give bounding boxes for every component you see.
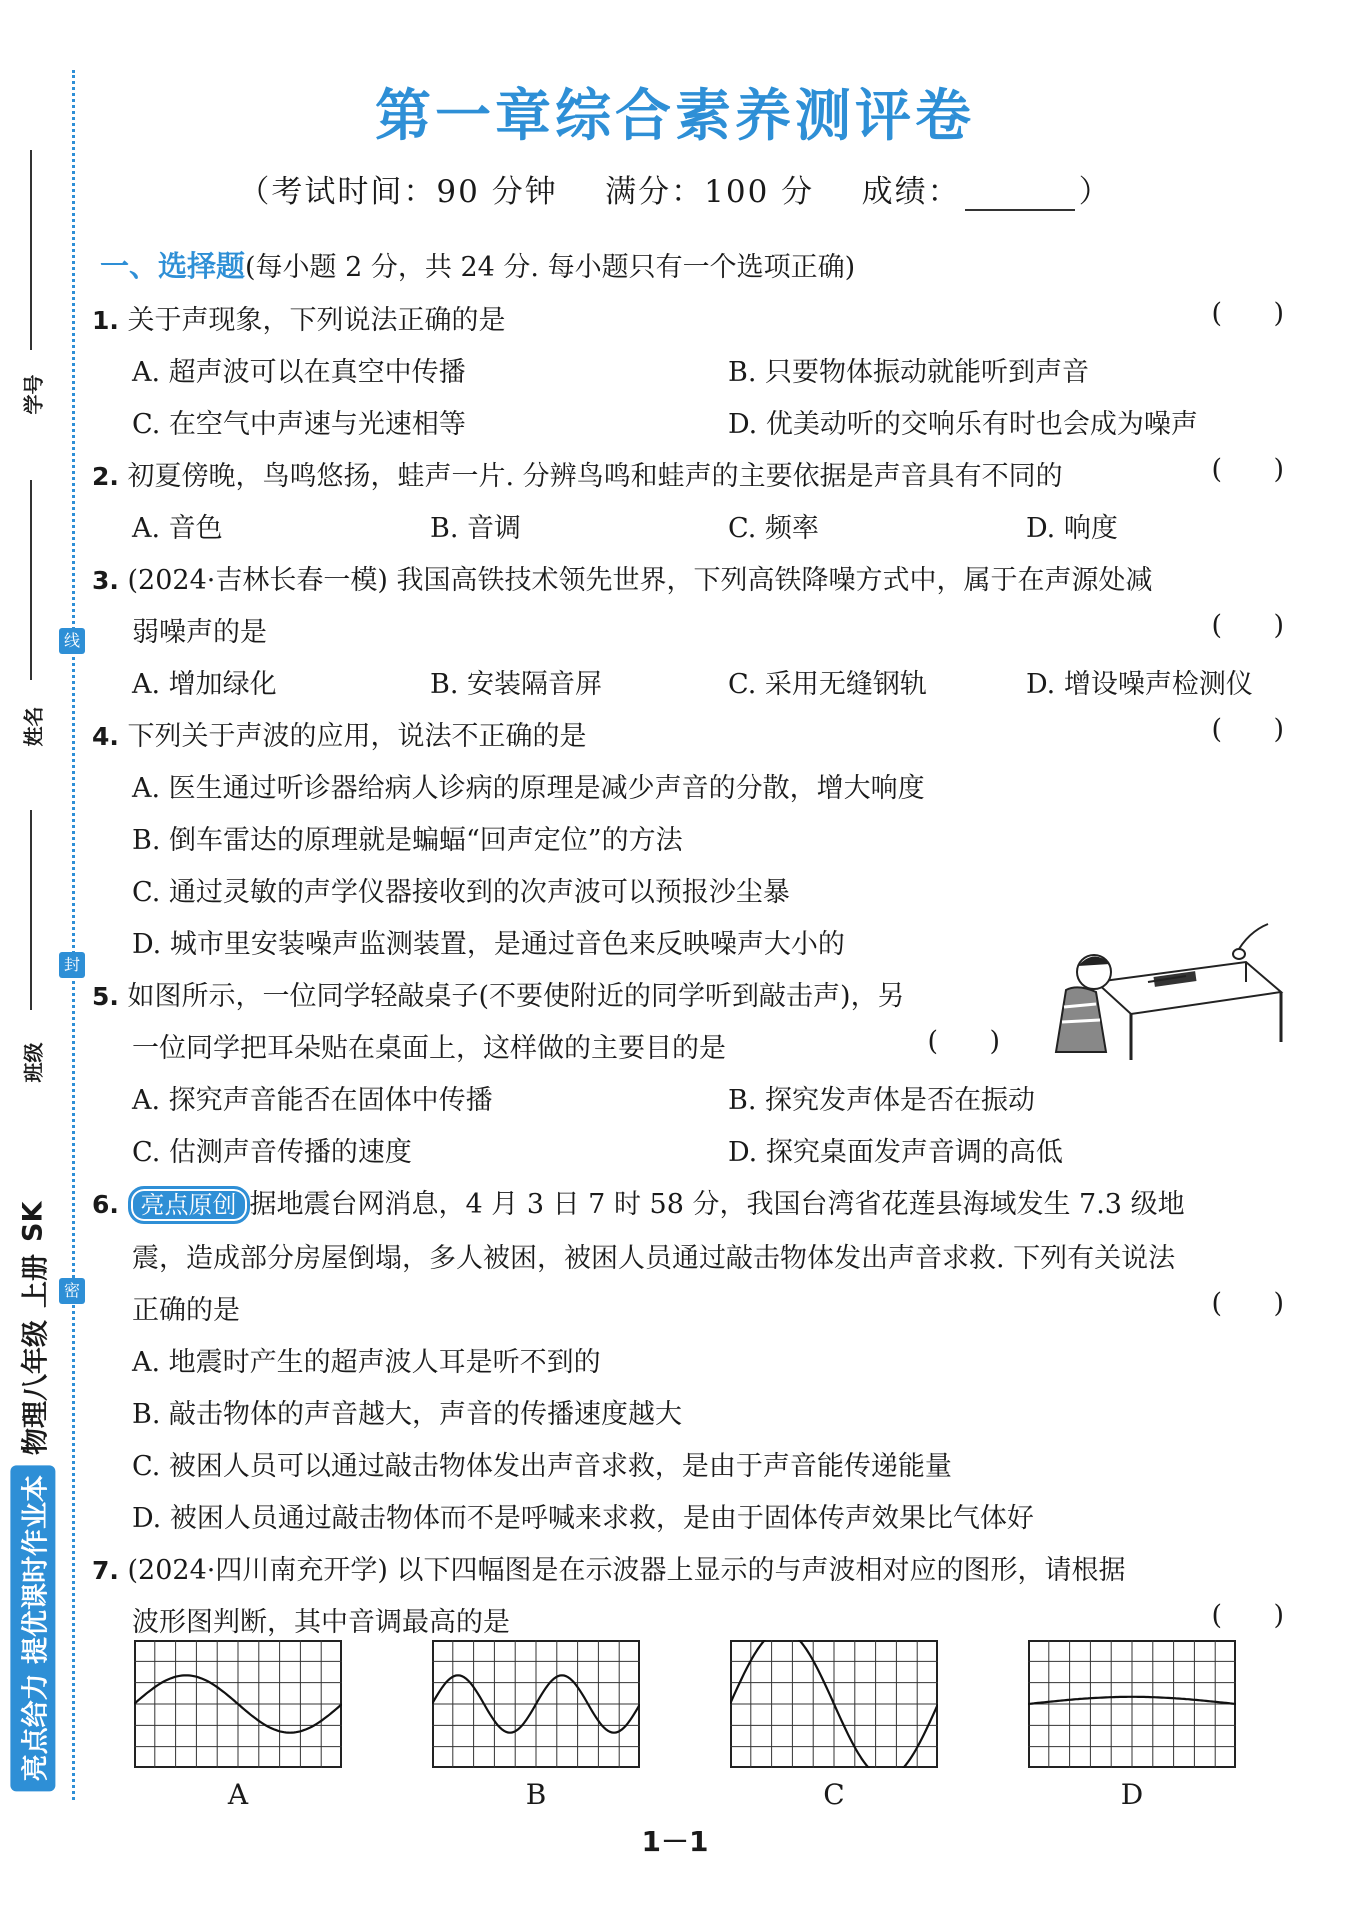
binding-mark-line: 线: [59, 628, 85, 654]
q2-option-d[interactable]: D. 响度: [1026, 513, 1118, 544]
q1-option-d[interactable]: D. 优美动听的交响乐有时也会成为噪声: [728, 409, 1198, 440]
series-brand: [14, 1170, 52, 1810]
question-number: 6.: [92, 1190, 119, 1219]
q5-option-c[interactable]: C. 估测声音传播的速度: [132, 1137, 412, 1168]
brand-highlight: 亮点给力: [20, 1672, 52, 1781]
q4-option-a[interactable]: A. 医生通过听诊器给病人诊病的原理是减少声音的分散，增大响度: [132, 773, 925, 804]
q3-option-c[interactable]: C. 采用无缝钢轨: [728, 669, 927, 700]
section-title: 一、选择题: [100, 249, 246, 283]
question-6-stem: [92, 1182, 1185, 1224]
answer-paren-5[interactable]: ( ): [927, 1026, 1000, 1057]
question-3-stem: [92, 558, 1152, 597]
q6-option-d[interactable]: D. 被困人员通过敲击物体而不是呼喊来求救，是由于固体传声效果比气体好: [132, 1503, 1034, 1534]
question-1-stem: [92, 298, 506, 337]
q4-option-d[interactable]: D. 城市里安装噪声监测装置，是通过音色来反映噪声大小的: [132, 929, 845, 960]
page-title: 第一章综合素养测评卷: [375, 83, 975, 149]
question-number: 7.: [92, 1556, 119, 1585]
question-number: 3.: [92, 566, 119, 595]
q6-option-c[interactable]: C. 被困人员可以通过敲击物体发出声音求救，是由于声音能传递能量: [132, 1451, 952, 1482]
q2-option-c[interactable]: C. 频率: [728, 513, 819, 544]
answer-paren-7[interactable]: ( ): [1211, 1600, 1284, 1631]
brand-series: 提优课时作业本: [20, 1474, 52, 1664]
waveform-label-a: A: [227, 1778, 249, 1811]
binding-mark-close: 密: [59, 1278, 85, 1304]
brand-edition: SK: [17, 1201, 49, 1242]
section-note: (每小题 2 分，共 24 分. 每小题只有一个选项正确): [245, 252, 856, 283]
q3-option-a[interactable]: A. 增加绿化: [132, 669, 277, 700]
question-7-stem: [92, 1548, 1125, 1587]
section-header: [100, 244, 855, 285]
waveform-label-b: B: [525, 1778, 547, 1811]
answer-paren-4[interactable]: ( ): [1211, 714, 1284, 745]
waveform-c[interactable]: [730, 1640, 938, 1768]
answer-paren-3[interactable]: ( ): [1211, 610, 1284, 641]
student-number-label: 学号: [21, 374, 46, 415]
waveform-d[interactable]: [1028, 1640, 1236, 1768]
question-number: 5.: [92, 982, 119, 1011]
student-class-line: [30, 810, 32, 1010]
student-name-line: [30, 480, 32, 680]
q4-option-b[interactable]: B. 倒车雷达的原理就是蝙蝠“回声定位”的方法: [132, 825, 683, 856]
exam-time: （考试时间：90 分钟: [238, 174, 558, 210]
exam-info-close: ）: [1078, 174, 1112, 210]
q5-option-a[interactable]: A. 探究声音能否在固体中传播: [132, 1085, 493, 1116]
question-6-stem-cont: 震，造成部分房屋倒塌，多人被困，被困人员通过敲击物体发出声音求救. 下列有关说法: [132, 1243, 1176, 1274]
question-6-stem-cont2: 正确的是: [132, 1295, 240, 1326]
question-text: 如图所示，一位同学轻敲桌子(不要使附近的同学听到敲击声)，另: [127, 981, 905, 1012]
question-number: 2.: [92, 462, 119, 491]
question-7-stem-cont: 波形图判断，其中音调最高的是: [132, 1607, 510, 1638]
q5-option-d[interactable]: D. 探究桌面发声音调的高低: [728, 1137, 1063, 1168]
question-number: 1.: [92, 306, 119, 335]
q3-option-d[interactable]: D. 增设噪声检测仪: [1026, 669, 1253, 700]
question-3-stem-cont: 弱噪声的是: [132, 617, 267, 648]
q1-option-b[interactable]: B. 只要物体振动就能听到声音: [728, 357, 1090, 388]
score-blank[interactable]: [965, 181, 1075, 211]
question-5-stem-cont: 一位同学把耳朵贴在桌面上，这样做的主要目的是: [132, 1033, 726, 1064]
q3-option-b[interactable]: B. 安装隔音屏: [430, 669, 603, 700]
answer-paren-2[interactable]: ( ): [1211, 454, 1284, 485]
brand-volume: 上册: [20, 1253, 52, 1308]
waveform-label-d: D: [1120, 1778, 1144, 1811]
question-number: 4.: [92, 722, 119, 751]
q4-option-c[interactable]: C. 通过灵敏的声学仪器接收到的次声波可以预报沙尘暴: [132, 877, 790, 908]
waveform-a[interactable]: [134, 1640, 342, 1768]
binding-dotted-line: [72, 70, 75, 1800]
waveform-label-c: C: [823, 1778, 845, 1811]
q6-option-b[interactable]: B. 敲击物体的声音越大，声音的传播速度越大: [132, 1399, 683, 1430]
q1-option-c[interactable]: C. 在空气中声速与光速相等: [132, 409, 466, 440]
question-text: 据地震台网消息，4 月 3 日 7 时 58 分，我国台湾省花莲县海域发生 7.3 级地: [249, 1189, 1185, 1220]
binding-mark-seal: 封: [59, 952, 85, 978]
question-2-stem: [92, 454, 1063, 493]
question-text: 下列关于声波的应用，说法不正确的是: [127, 721, 587, 752]
answer-paren-1[interactable]: ( ): [1211, 298, 1284, 329]
exam-info: [0, 166, 1350, 211]
question-text: 关于声现象，下列说法正确的是: [127, 305, 506, 336]
question-4-stem: [92, 714, 587, 753]
original-badge: 亮点原创: [128, 1186, 250, 1224]
brand-subject: 物理八年级: [20, 1319, 52, 1455]
exam-score-label: 成绩：: [861, 174, 961, 210]
page-number: 1－1: [641, 1825, 709, 1858]
question-text: (2024·四川南充开学) 以下四幅图是在示波器上显示的与声波相对应的图形，请根据: [127, 1555, 1126, 1586]
question-text: 初夏傍晚，鸟鸣悠扬，蛙声一片. 分辨鸟鸣和蛙声的主要依据是声音具有不同的: [127, 461, 1063, 492]
q2-option-b[interactable]: B. 音调: [430, 513, 522, 544]
waveform-b[interactable]: [432, 1640, 640, 1768]
exam-full-score: 满分：100 分: [605, 174, 815, 210]
answer-paren-6[interactable]: ( ): [1211, 1288, 1284, 1319]
q1-option-a[interactable]: A. 超声波可以在真空中传播: [132, 357, 466, 388]
student-class-label: 班级: [21, 1042, 46, 1083]
table-listening-illustration: [1036, 912, 1286, 1062]
binding-margin: [0, 0, 80, 1908]
q5-option-b[interactable]: B. 探究发声体是否在振动: [728, 1085, 1036, 1116]
q6-option-a[interactable]: A. 地震时产生的超声波人耳是听不到的: [132, 1347, 601, 1378]
question-5-stem: [92, 974, 905, 1013]
question-text: (2024·吉林长春一模) 我国高铁技术领先世界，下列高铁降噪方式中，属于在声源处减: [127, 565, 1153, 596]
student-name-label: 姓名: [21, 706, 46, 747]
q2-option-a[interactable]: A. 音色: [132, 513, 223, 544]
